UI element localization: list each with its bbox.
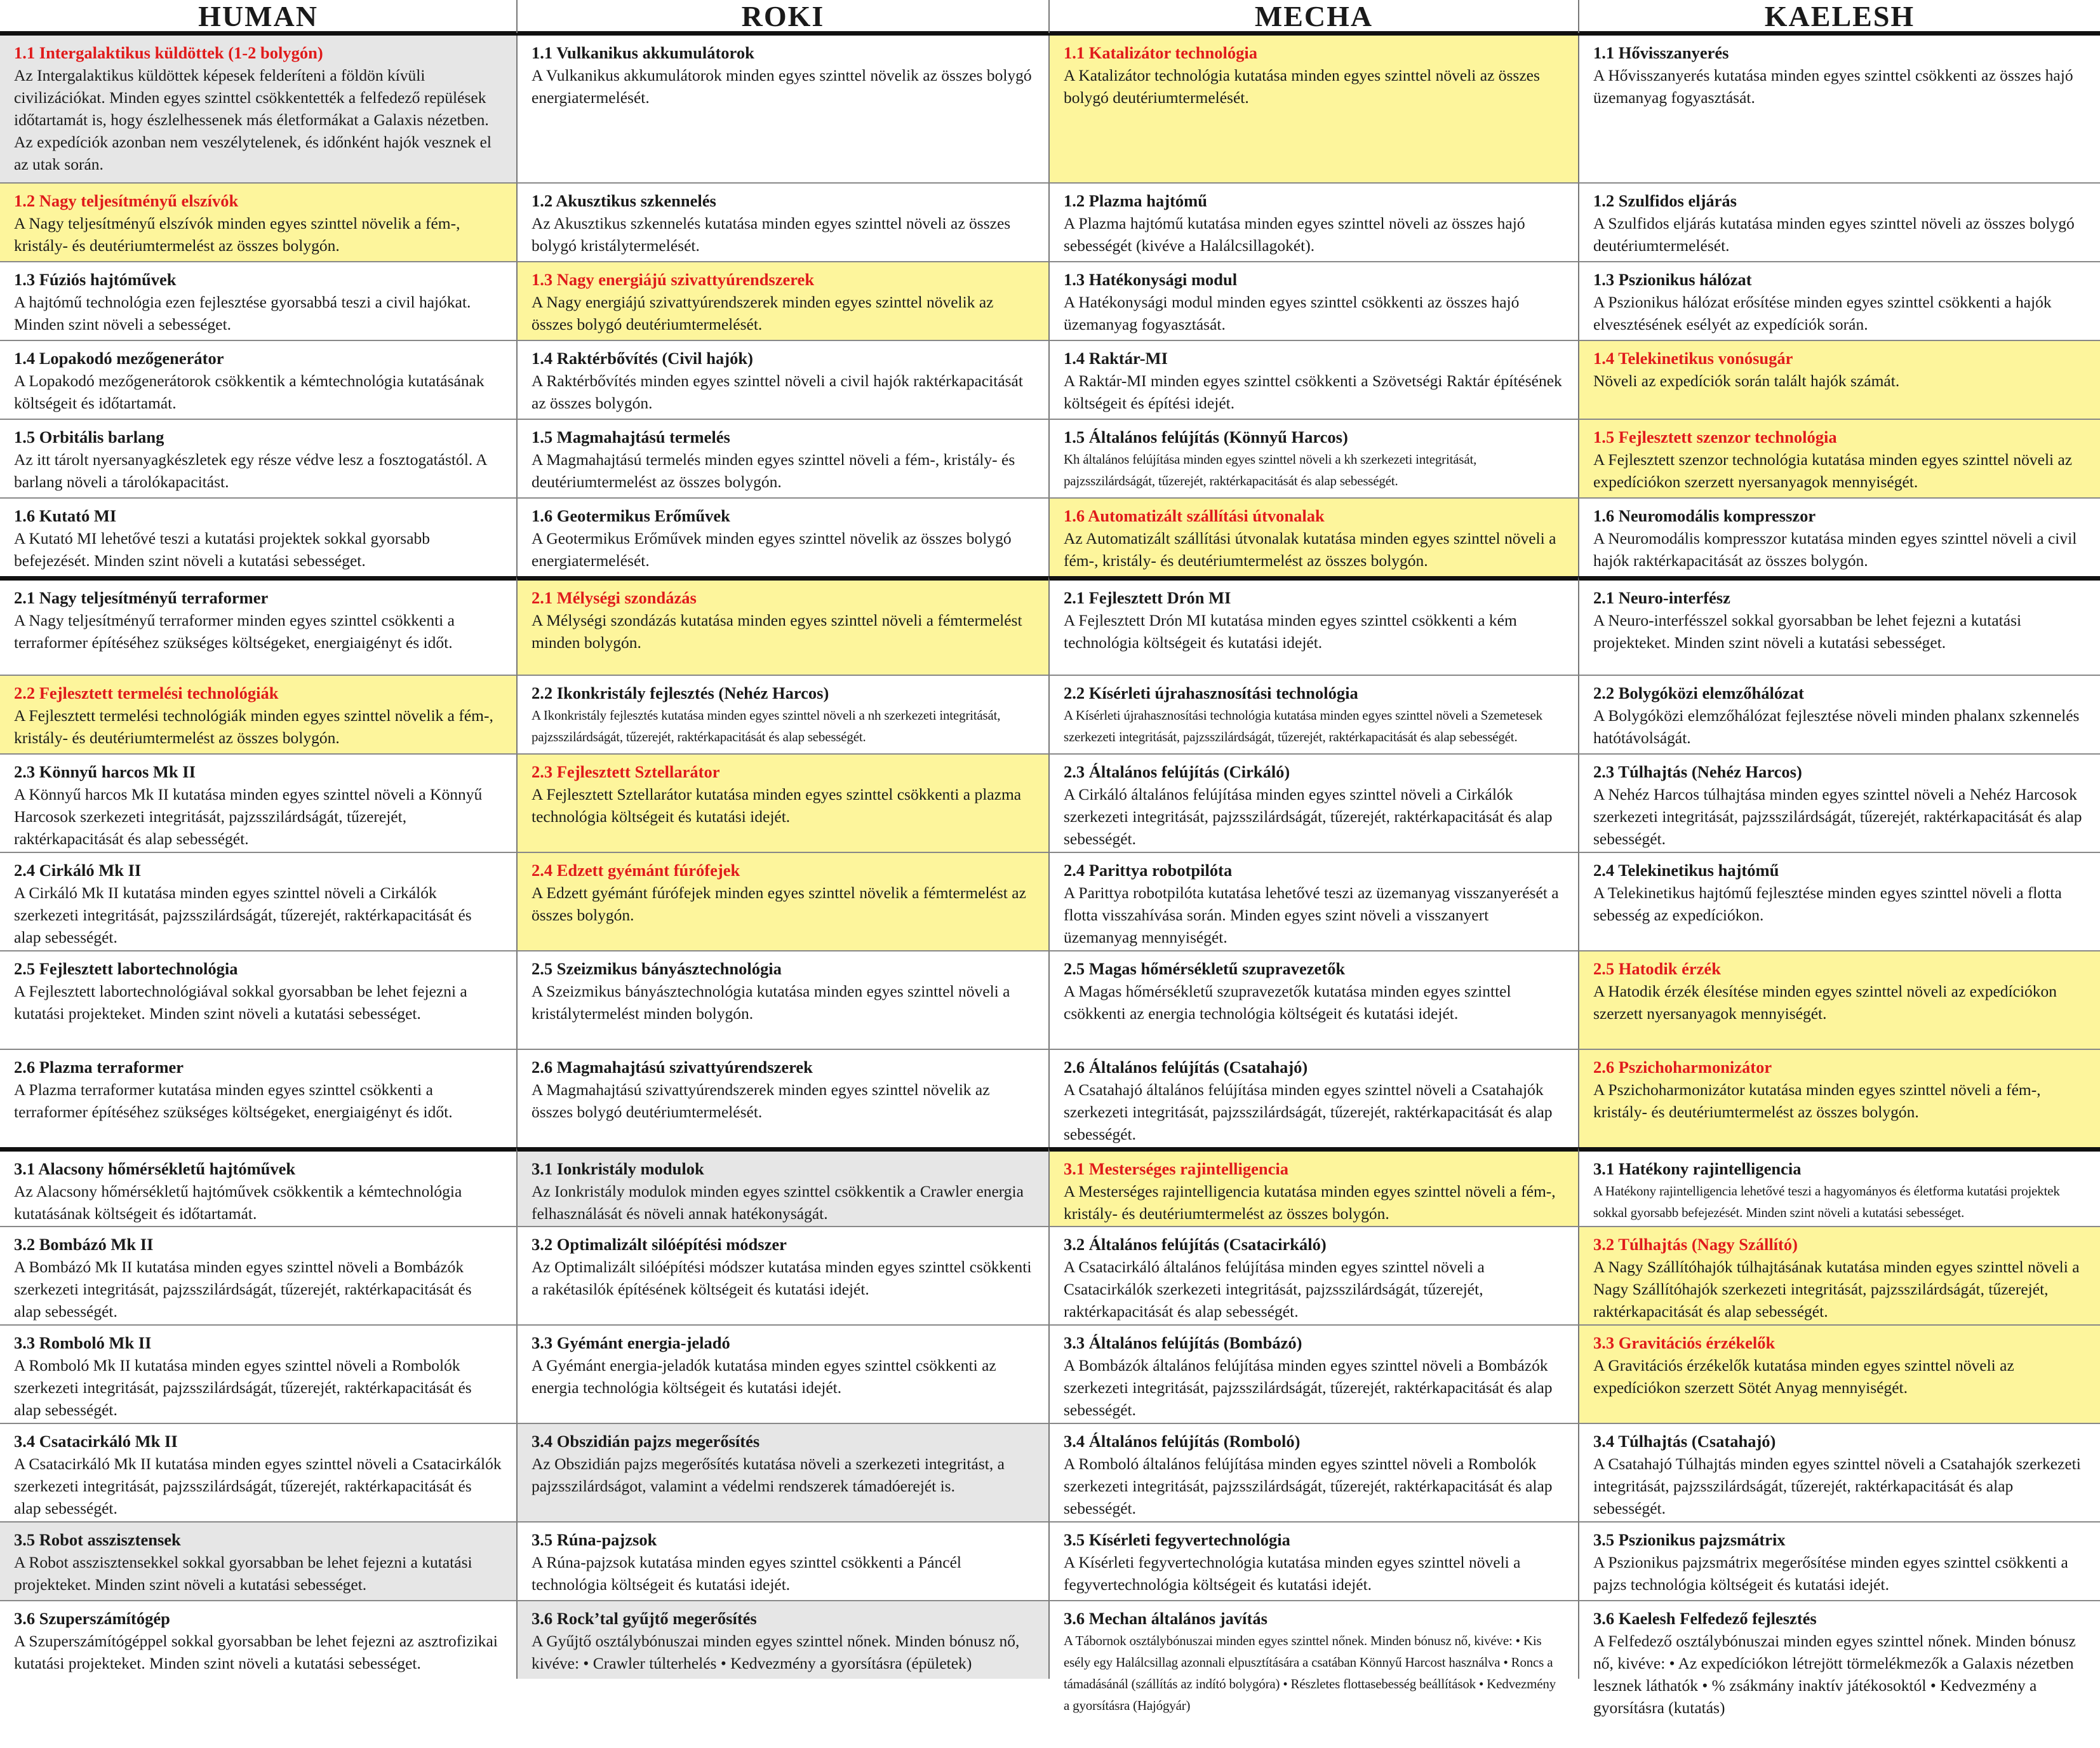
research-description: A Rúna-pajzsok kutatása minden egyes szinttel csökkenti a Páncél technológia költségeit és kutatási idejét. — [532, 1553, 961, 1594]
research-title: 1.4 Telekinetikus vonósugár — [1593, 349, 1793, 368]
research-title: 1.2 Akusztikus szkennelés — [532, 191, 716, 210]
research-cell-kaelesh — [1578, 753, 2100, 852]
research-description: A Szuperszámítógéppel sokkal gyorsabban be lehet fejezni az asztrofizikai kutatási projekteket. Minden szint növeli a kutatási sebességet. — [14, 1632, 498, 1672]
research-cell-mecha — [1048, 1147, 1578, 1226]
research-title: 3.6 Mechan általános javítás — [1064, 1609, 1267, 1628]
research-cell-kaelesh — [1578, 261, 2100, 340]
research-description: Növeli az expedíciók során talált hajók számát. — [1593, 372, 1900, 390]
research-cell-human — [0, 1147, 516, 1226]
research-description: A Csatacirkáló általános felújítása minden egyes szinttel növeli a Csatacirkálók szerkezeti integritását, pajzsszilárdságát, tűzerejét, raktérkapacitását és alap sebességét. — [1064, 1258, 1485, 1321]
research-description: A Csatahajó Túlhajtás minden egyes szinttel növeli a Csatahajók szerkezeti integritását, pajzsszilárdságát, tűzerejét, raktérkapacitását és alap sebességét. — [1593, 1455, 2081, 1517]
research-description: A Bombázók általános felújítása minden egyes szinttel növeli a Bombázók szerkezeti integritását, pajzsszilárdságát, tűzerejét, raktérkapacitását és alap sebességét. — [1064, 1356, 1553, 1419]
research-cell-human — [0, 675, 516, 753]
research-cell-mecha — [1048, 1049, 1578, 1147]
research-title: 1.1 Intergalaktikus küldöttek (1-2 bolygón) — [14, 43, 323, 62]
research-title: 2.1 Nagy teljesítményű terraformer — [14, 588, 269, 607]
research-description: Az Alacsony hőmérsékletű hajtóművek csökkentik a kémtechnológia kutatásának költségeit és időtartamát. — [14, 1182, 462, 1223]
research-cell-human — [0, 340, 516, 419]
research-cell-roki — [516, 182, 1048, 261]
research-title: 3.2 Általános felújítás (Csatacirkáló) — [1064, 1235, 1327, 1254]
research-title: 3.2 Optimalizált silóépítési módszer — [532, 1235, 787, 1254]
research-cell-mecha — [1048, 675, 1578, 753]
research-title: 2.3 Fejlesztett Sztellarátor — [532, 762, 720, 781]
research-title: 3.3 Gyémánt energia-jeladó — [532, 1333, 730, 1352]
research-cell-mecha — [1048, 852, 1578, 950]
research-cell-kaelesh — [1578, 1600, 2100, 1717]
research-cell-human — [0, 36, 516, 182]
research-title: 3.6 Rock’tal gyűjtő megerősítés — [532, 1609, 757, 1628]
research-description: A Telekinetikus hajtómű fejlesztése minden egyes szinttel növeli a flotta sebesség az expedíciókon. — [1593, 884, 2062, 924]
research-description: A Szulfidos eljárás kutatása minden egyes szinttel növeli az összes bolygó deutériumtermelését. — [1593, 214, 2075, 255]
research-title: 3.4 Csatacirkáló Mk II — [14, 1432, 178, 1451]
research-title: 3.1 Alacsony hőmérsékletű hajtóművek — [14, 1159, 296, 1178]
column-header-human: HUMAN — [198, 0, 318, 32]
research-title: 3.5 Rúna-pajzsok — [532, 1530, 657, 1549]
research-description: A Neuro-interfésszel sokkal gyorsabban be lehet fejezni a kutatási projekteket. Minden szint növeli a kutatási sebességet. — [1593, 611, 2022, 652]
research-cell-roki — [516, 340, 1048, 419]
research-description: A Csatacirkáló Mk II kutatása minden egyes szinttel növeli a Csatacirkálók szerkezeti integritását, pajzsszilárdságát, tűzerejét, raktérkapacitását és alap sebességét. — [14, 1455, 502, 1517]
research-title: 2.2 Bolygóközi elemzőhálózat — [1593, 683, 1804, 703]
research-cell-roki — [516, 1521, 1048, 1600]
research-description: A Geotermikus Erőművek minden egyes szinttel növelik az összes bolygó energiatermelését. — [532, 529, 1012, 570]
research-title: 2.2 Ikonkristály fejlesztés (Nehéz Harcos) — [532, 683, 829, 703]
research-cell-kaelesh — [1578, 36, 2100, 182]
research-cell-kaelesh — [1578, 419, 2100, 497]
research-description: A Tábornok osztálybónuszai minden egyes szinttel nőnek. Minden bónusz nő, kivéve: • Kis esély egy Halálcsillag azonnali elpusztítására a csatában Könnyű Harcost használva • Roncs a támadásánál (szállítás az indító bolygóra) • Részletes flottasebesség beállítások • Kedvezmény a gyorsításra (Hajógyár) — [1064, 1633, 1556, 1713]
research-description: A Parittya robotpilóta kutatása lehetővé teszi az üzemanyag visszanyerését a flotta visszahívása során. Minden egyes szint növeli a visszanyert üzemanyag mennyiségét. — [1064, 884, 1559, 946]
research-description: A Nagy teljesítményű terraformer minden egyes szinttel csökkenti a terraformer építéséhez szükséges költségeket, energiaigényt és időt. — [14, 611, 455, 652]
research-cell-roki — [516, 36, 1048, 182]
research-cell-roki — [516, 1600, 1048, 1679]
research-cell-mecha — [1048, 1600, 1578, 1713]
research-description: A Bombázó Mk II kutatása minden egyes szinttel növeli a Bombázók szerkezeti integritását, pajzsszilárdságát, tűzerejét, raktérkapacitását és alap sebességét. — [14, 1258, 472, 1321]
research-title: 1.6 Automatizált szállítási útvonalak — [1064, 506, 1325, 525]
research-description: A Cirkáló általános felújítása minden egyes szinttel növeli a Cirkálók szerkezeti integritását, pajzsszilárdságát, tűzerejét, raktérkapacitását és alap sebességét. — [1064, 785, 1553, 848]
research-title: 1.4 Raktár-MI — [1064, 349, 1168, 368]
research-cell-roki — [516, 261, 1048, 340]
research-cell-mecha — [1048, 419, 1578, 497]
research-description: A Fejlesztett termelési technológiák minden egyes szinttel növelik a fém-, kristály- és deutériumtermelést az összes bolygón. — [14, 706, 493, 747]
research-description: A Romboló Mk II kutatása minden egyes szinttel növeli a Rombolók szerkezeti integritását, pajzsszilárdságát, tűzerejét, raktérkapacitását és alap sebességét. — [14, 1356, 472, 1419]
research-title: 1.2 Nagy teljesítményű elszívók — [14, 191, 239, 210]
research-cell-human — [0, 419, 516, 497]
research-cell-roki — [516, 497, 1048, 576]
research-title: 1.6 Kutató MI — [14, 506, 117, 525]
research-title: 3.4 Obszidián pajzs megerősítés — [532, 1432, 760, 1451]
research-description: A Fejlesztett Sztellarátor kutatása minden egyes szinttel csökkenti a plazma technológia költségeit és kutatási idejét. — [532, 785, 1022, 826]
research-cell-roki — [516, 1049, 1048, 1147]
research-cell-roki — [516, 675, 1048, 753]
research-title: 1.3 Nagy energiájú szivattyúrendszerek — [532, 270, 815, 289]
research-description: A Vulkanikus akkumulátorok minden egyes szinttel növelik az összes bolygó energiatermelését. — [532, 66, 1032, 107]
research-cell-kaelesh — [1578, 1147, 2100, 1226]
research-title: 2.1 Fejlesztett Drón MI — [1064, 588, 1231, 607]
research-title: 1.6 Neuromodális kompresszor — [1593, 506, 1816, 525]
research-cell-mecha — [1048, 497, 1578, 576]
research-title: 1.4 Raktérbővítés (Civil hajók) — [532, 349, 753, 368]
research-title: 1.2 Szulfidos eljárás — [1593, 191, 1737, 210]
research-title: 3.1 Hatékony rajintelligencia — [1593, 1159, 1802, 1178]
research-title: 2.6 Általános felújítás (Csatahajó) — [1064, 1058, 1308, 1077]
research-description: Kh általános felújítása minden egyes szinttel növeli a kh szerkezeti integritását, pajzsszilárdságát, tűzerejét, raktérkapacitását és alap sebességét. — [1064, 452, 1477, 488]
research-description: A Gyémánt energia-jeladók kutatása minden egyes szinttel csökkenti az energia technológia költségeit és kutatási idejét. — [532, 1356, 996, 1397]
research-description: Az Automatizált szállítási útvonalak kutatása minden egyes szinttel növeli a fém-, kristály- és deutériumtermelést az összes bolygón. — [1064, 529, 1556, 570]
research-cell-mecha — [1048, 1226, 1578, 1324]
research-grid — [0, 36, 2100, 1717]
research-title: 3.6 Kaelesh Felfedező fejlesztés — [1593, 1609, 1817, 1628]
research-cell-mecha — [1048, 1423, 1578, 1521]
research-cell-human — [0, 182, 516, 261]
research-description: A Katalizátor technológia kutatása minden egyes szinttel növeli az összes bolygó deutériumtermelését. — [1064, 66, 1540, 107]
column-header-row — [0, 0, 2100, 36]
research-cell-roki — [516, 419, 1048, 497]
research-title: 2.3 Általános felújítás (Cirkáló) — [1064, 762, 1290, 781]
research-title: 1.3 Fúziós hajtóművek — [14, 270, 177, 289]
research-title: 3.3 Gravitációs érzékelők — [1593, 1333, 1776, 1352]
research-title: 1.1 Hővisszanyerés — [1593, 43, 1729, 62]
research-cell-roki — [516, 852, 1048, 950]
research-title: 3.3 Romboló Mk II — [14, 1333, 152, 1352]
research-cell-human — [0, 261, 516, 340]
research-title: 1.5 Általános felújítás (Könnyű Harcos) — [1064, 427, 1348, 447]
research-title: 1.1 Vulkanikus akkumulátorok — [532, 43, 754, 62]
research-description: A Nehéz Harcos túlhajtása minden egyes szinttel növeli a Nehéz Harcosok szerkezeti integritását, pajzsszilárdságát, tűzerejét, raktérkapacitását és alap sebességét. — [1593, 785, 2082, 848]
research-description: A Romboló általános felújítása minden egyes szinttel növeli a Rombolók szerkezeti integritását, pajzsszilárdságát, tűzerejét, raktérkapacitását és alap sebességét. — [1064, 1455, 1553, 1517]
research-title: 1.5 Fejlesztett szenzor technológia — [1593, 427, 1837, 447]
research-title: 3.1 Ionkristály modulok — [532, 1159, 704, 1178]
research-cell-kaelesh — [1578, 950, 2100, 1049]
research-description: A Plazma hajtómű kutatása minden egyes szinttel növeli az összes hajó sebességét (kivéve a Halálcsillagokét). — [1064, 214, 1525, 255]
research-description: A Neuromodális kompresszor kutatása minden egyes szinttel növeli a civil hajók raktérkapacitását az összes bolygón. — [1593, 529, 2077, 570]
research-cell-kaelesh — [1578, 576, 2100, 675]
research-cell-roki — [516, 576, 1048, 675]
research-description: A Kísérleti fegyvertechnológia kutatása minden egyes szinttel növeli a fegyvertechnológia költségeit és kutatási idejét. — [1064, 1553, 1521, 1594]
research-cell-human — [0, 1423, 516, 1521]
research-cell-mecha — [1048, 576, 1578, 675]
research-title: 3.4 Túlhajtás (Csatahajó) — [1593, 1432, 1776, 1451]
research-title: 3.5 Kísérleti fegyvertechnológia — [1064, 1530, 1290, 1549]
research-description: A Mesterséges rajintelligencia kutatása minden egyes szinttel növeli a fém-, kristály- és deutériumtermelést az összes bolygón. — [1064, 1182, 1556, 1223]
research-title: 1.4 Lopakodó mezőgenerátor — [14, 349, 224, 368]
research-title: 2.1 Mélységi szondázás — [532, 588, 697, 607]
research-cell-mecha — [1048, 340, 1578, 419]
research-cell-human — [0, 1049, 516, 1147]
research-description: A Magmahajtású termelés minden egyes szinttel növeli a fém-, kristály- és deutériumtermelést az összes bolygón. — [532, 450, 1015, 491]
column-header-roki: ROKI — [516, 0, 1048, 33]
research-title: 2.6 Magmahajtású szivattyúrendszerek — [532, 1058, 813, 1077]
research-description: A Fejlesztett Drón MI kutatása minden egyes szinttel csökkenti a kém technológia költségeit és kutatási idejét. — [1064, 611, 1517, 652]
research-title: 3.5 Robot asszisztensek — [14, 1530, 181, 1549]
research-cell-mecha — [1048, 36, 1578, 182]
research-description: A Nagy Szállítóhajók túlhajtásának kutatása minden egyes szinttel növeli a Nagy Szállítóhajók szerkezeti integritását, pajzsszilárdságát, tűzerejét, raktérkapacitását és alap sebességét. — [1593, 1258, 2080, 1321]
research-description: A Pszionikus hálózat erősítése minden egyes szinttel csökkenti a hajók elvesztésének esélyét az expedíciók során. — [1593, 293, 2052, 333]
research-description: Az Intergalaktikus küldöttek képesek felderíteni a földön kívüli civilizációkat. Minden egyes szinttel csökkentették a felfedező repülések időtartamát is, hogy észlelhessenek más életformákat a Galaxis nézetben. Az expedíciók azonban nem veszélytelenek, és időnként hajók vesznek el az utak során. — [14, 66, 492, 173]
research-title: 3.4 Általános felújítás (Romboló) — [1064, 1432, 1301, 1451]
research-description: A Kutató MI lehetővé teszi a kutatási projektek sokkal gyorsabb befejezését. Minden szint növeli a kutatási sebességet. — [14, 529, 431, 570]
research-cell-kaelesh — [1578, 1423, 2100, 1521]
research-description: A Pszionikus pajzsmátrix megerősítése minden egyes szinttel csökkenti a pajzs technológia költségeit és kutatási idejét. — [1593, 1553, 2068, 1594]
research-cell-mecha — [1048, 1324, 1578, 1423]
research-cell-kaelesh — [1578, 852, 2100, 950]
research-description: A Kísérleti újrahasznosítási technológia kutatása minden egyes szinttel növeli a Szemetesek szerkezeti integritását, pajzsszilárdságát, tűzerejét, raktérkapacitását és alap sebességét. — [1064, 708, 1542, 744]
research-cell-kaelesh — [1578, 497, 2100, 576]
research-description: A Plazma terraformer kutatása minden egyes szinttel csökkenti a terraformer építéséhez szükséges költségeket, energiaigényt és időt. — [14, 1080, 453, 1121]
research-title: 2.5 Szeizmikus bányásztechnológia — [532, 959, 782, 978]
research-cell-kaelesh — [1578, 1049, 2100, 1147]
research-cell-kaelesh — [1578, 1324, 2100, 1423]
research-cell-human — [0, 576, 516, 675]
research-title: 2.6 Plazma terraformer — [14, 1058, 184, 1077]
research-cell-kaelesh — [1578, 675, 2100, 753]
research-description: Az itt tárolt nyersanyagkészletek egy része védve lesz a fosztogatástól. A barlang növeli a tárolókapacitást. — [14, 450, 487, 491]
research-title: 3.2 Túlhajtás (Nagy Szállító) — [1593, 1235, 1798, 1254]
research-title: 3.3 Általános felújítás (Bombázó) — [1064, 1333, 1302, 1352]
research-cell-mecha — [1048, 753, 1578, 852]
research-description: A Edzett gyémánt fúrófejek minden egyes szinttel növelik a fémtermelést az összes bolygón. — [532, 884, 1026, 924]
research-description: A Fejlesztett szenzor technológia kutatása minden egyes szinttel növeli az expedíciókon szerzett nyersanyagok mennyiségét. — [1593, 450, 2073, 491]
research-cell-human — [0, 852, 516, 950]
research-description: A Magmahajtású szivattyúrendszerek minden egyes szinttel növelik az összes bolygó deutériumtermelését. — [532, 1080, 990, 1121]
research-cell-human — [0, 753, 516, 852]
research-cell-roki — [516, 1226, 1048, 1324]
research-description: A Hatodik érzék élesítése minden egyes szinttel növeli az expedíciókon szerzett nyersanyagok mennyiségét. — [1593, 982, 2057, 1023]
research-description: A Szeizmikus bányásztechnológia kutatása minden egyes szinttel növeli a kristálytermelést minden bolygón. — [532, 982, 1010, 1023]
research-description: A Gyűjtő osztálybónuszai minden egyes szinttel nőnek. Minden bónusz nő, kivéve: • Crawler túlterhelés • Kedvezmény a gyorsításra (épületek) — [532, 1632, 1020, 1672]
research-cell-roki — [516, 950, 1048, 1049]
research-title: 2.2 Kísérleti újrahasznosítási technológia — [1064, 683, 1358, 703]
research-cell-roki — [516, 1147, 1048, 1226]
research-description: A Gravitációs érzékelők kutatása minden egyes szinttel növeli az expedíciókon szerzett Sötét Anyag mennyiségét. — [1593, 1356, 2014, 1397]
research-title: 2.4 Telekinetikus hajtómű — [1593, 861, 1779, 880]
research-cell-mecha — [1048, 950, 1578, 1049]
research-description: A Hatékony rajintelligencia lehetővé teszi a hagyományos és életforma kutatási projektek sokkal gyorsabb befejezését. Minden szint növeli a kutatási sebességet. — [1593, 1183, 2060, 1220]
research-description: A Hővisszanyerés kutatása minden egyes szinttel csökkenti az összes hajó üzemanyag fogyasztását. — [1593, 66, 2073, 107]
research-cell-mecha — [1048, 1521, 1578, 1600]
research-description: A Bolygóközi elemzőhálózat fejlesztése növeli minden phalanx szkennelés hatótávolságát. — [1593, 706, 2080, 747]
research-title: 3.5 Pszionikus pajzsmátrix — [1593, 1530, 1786, 1549]
research-description: A Raktár-MI minden egyes szinttel csökkenti a Szövetségi Raktár építésének költségeit és építési idejét. — [1064, 372, 1562, 412]
research-cell-mecha — [1048, 261, 1578, 340]
research-description: A Lopakodó mezőgenerátorok csökkentik a kémtechnológia kutatásának költségeit és időtartamát. — [14, 372, 485, 412]
research-description: Az Optimalizált silóépítési módszer kutatása minden egyes szinttel csökkenti a rakétasilók építésének költségeit és kutatási idejét. — [532, 1258, 1032, 1298]
research-cell-roki — [516, 1423, 1048, 1521]
research-title: 2.4 Parittya robotpilóta — [1064, 861, 1233, 880]
research-cell-human — [0, 1324, 516, 1423]
research-title: 3.2 Bombázó Mk II — [14, 1235, 154, 1254]
research-description: A Könnyű harcos Mk II kutatása minden egyes szinttel növeli a Könnyű Harcosok szerkezeti integritását, pajzsszilárdságát, tűzerejét, raktérkapacitását és alap sebességét. — [14, 785, 483, 848]
research-title: 2.5 Hatodik érzék — [1593, 959, 1721, 978]
research-description: A Ikonkristály fejlesztés kutatása minden egyes szinttel növeli a nh szerkezeti integritását, pajzsszilárdságát, tűzerejét, raktérkapacitását és alap sebességét. — [532, 708, 1001, 744]
research-description: A Mélységi szondázás kutatása minden egyes szinttel növeli a fémtermelést minden bolygón. — [532, 611, 1022, 652]
research-description: A Fejlesztett labortechnológiával sokkal gyorsabban be lehet fejezni a kutatási projekteket. Minden szint növeli a kutatási sebességet. — [14, 982, 467, 1023]
research-cell-kaelesh — [1578, 1521, 2100, 1600]
research-title: 1.5 Magmahajtású termelés — [532, 427, 730, 447]
research-title: 3.6 Szuperszámítógép — [14, 1609, 170, 1628]
column-header-mecha: MECHA — [1048, 0, 1578, 33]
research-title: 2.1 Neuro-interfész — [1593, 588, 1730, 607]
research-title: 2.5 Fejlesztett labortechnológia — [14, 959, 238, 978]
research-description: A hajtómű technológia ezen fejlesztése gyorsabbá teszi a civil hajókat. Minden szint növeli a sebességet. — [14, 293, 471, 333]
research-cell-human — [0, 950, 516, 1049]
research-cell-human — [0, 1521, 516, 1600]
research-title: 2.3 Túlhajtás (Nehéz Harcos) — [1593, 762, 1802, 781]
research-description: Az Obszidián pajzs megerősítés kutatása növeli a szerkezeti integritást, a pajzsszilárdságot, valamint a védelmi rendszerek támadóerejét is. — [532, 1455, 1005, 1495]
research-cell-kaelesh — [1578, 182, 2100, 261]
research-cell-human — [0, 497, 516, 576]
research-description: A Magas hőmérsékletű szupravezetők kutatása minden egyes szinttel csökkenti az energia technológia költségeit és kutatási idejét. — [1064, 982, 1511, 1023]
research-description: A Robot asszisztensekkel sokkal gyorsabban be lehet fejezni a kutatási projekteket. Minden szint növeli a kutatási sebességet. — [14, 1553, 472, 1594]
research-cell-human — [0, 1226, 516, 1324]
research-cell-roki — [516, 1324, 1048, 1423]
research-description: A Nagy teljesítményű elszívók minden egyes szinttel növelik a fém-, kristály- és deutériumtermelést az összes bolygón. — [14, 214, 460, 255]
research-title: 1.5 Orbitális barlang — [14, 427, 164, 447]
research-title: 2.2 Fejlesztett termelési technológiák — [14, 683, 279, 703]
research-description: A Felfedező osztálybónuszai minden egyes szinttel nőnek. Minden bónusz nő, kivéve: • Az expedíciókon létrejött törmelékmezők a Galaxis nézetben lesznek láthatók • % zsákmány inaktív játékosoktól • Kedvezmény a gyorsításra (kutatás) — [1593, 1632, 2076, 1717]
research-title: 1.6 Geotermikus Erőművek — [532, 506, 730, 525]
research-title: 2.3 Könnyű harcos Mk II — [14, 762, 196, 781]
research-title: 2.4 Cirkáló Mk II — [14, 861, 142, 880]
research-description: A Csatahajó általános felújítása minden egyes szinttel növeli a Csatahajók szerkezeti integritását, pajzsszilárdságát, tűzerejét, raktérkapacitását és alap sebességét. — [1064, 1080, 1553, 1143]
research-title: 1.2 Plazma hajtómű — [1064, 191, 1207, 210]
research-title: 2.4 Edzett gyémánt fúrófejek — [532, 861, 740, 880]
research-description: A Nagy energiájú szivattyúrendszerek minden egyes szinttel növelik az összes bolygó deutériumtermelését. — [532, 293, 994, 333]
research-cell-kaelesh — [1578, 340, 2100, 419]
research-description: A Cirkáló Mk II kutatása minden egyes szinttel növeli a Cirkálók szerkezeti integritását, pajzsszilárdságát, tűzerejét, raktérkapacitását és alap sebességét. — [14, 884, 472, 946]
research-title: 2.6 Pszichoharmonizátor — [1593, 1058, 1772, 1077]
research-cell-kaelesh — [1578, 1226, 2100, 1324]
research-cell-human — [0, 1600, 516, 1679]
research-title: 1.3 Pszionikus hálózat — [1593, 270, 1752, 289]
research-title: 1.3 Hatékonysági modul — [1064, 270, 1238, 289]
research-cell-roki — [516, 753, 1048, 852]
research-title: 2.5 Magas hőmérsékletű szupravezetők — [1064, 959, 1346, 978]
research-description: A Pszichoharmonizátor kutatása minden egyes szinttel növeli a fém-, kristály- és deutériumtermelést az összes bolygón. — [1593, 1080, 2041, 1121]
column-header-kaelesh: KAELESH — [1578, 0, 2100, 33]
research-description: Az Ionkristály modulok minden egyes szinttel csökkentik a Crawler energia felhasználását és növeli annak hatékonyságát. — [532, 1182, 1024, 1223]
research-title: 3.1 Mesterséges rajintelligencia — [1064, 1159, 1288, 1178]
research-cell-mecha — [1048, 182, 1578, 261]
research-description: Az Akusztikus szkennelés kutatása minden egyes szinttel növeli az összes bolygó kristálytermelését. — [532, 214, 1011, 255]
research-description: A Hatékonysági modul minden egyes szinttel csökkenti az összes hajó üzemanyag fogyasztását. — [1064, 293, 1520, 333]
research-title: 1.1 Katalizátor technológia — [1064, 43, 1257, 62]
research-description: A Raktérbővítés minden egyes szinttel növeli a civil hajók raktérkapacitását az összes bolygón. — [532, 372, 1023, 412]
